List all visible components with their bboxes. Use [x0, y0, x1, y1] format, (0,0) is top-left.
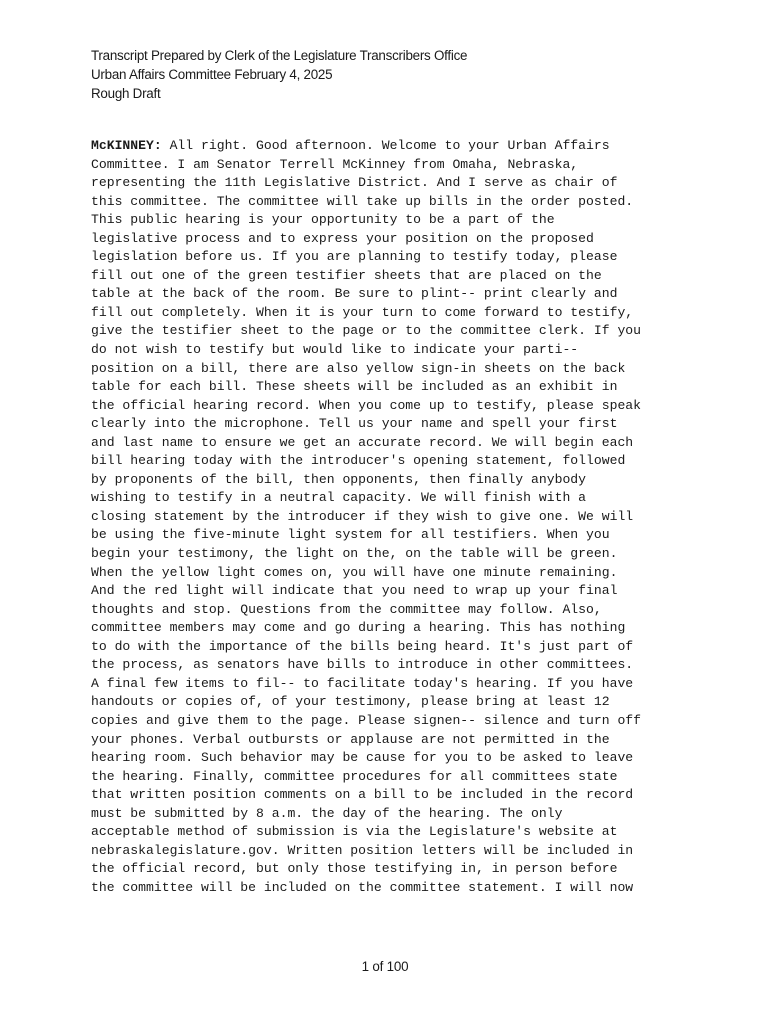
transcript-line: by proponents of the bill, then opponents, then finally anybody — [91, 471, 587, 487]
transcript-line: bill hearing today with the introducer's opening statement, followed — [91, 453, 626, 469]
transcript-line: thoughts and stop. Questions from the committee may follow. Also, — [91, 601, 602, 617]
transcript-line: be using the five-minute light system for all testifiers. When you — [91, 527, 610, 543]
page-number: 1 of 100 — [361, 959, 409, 974]
transcript-line: committee members may come and go during a hearing. This has nothing — [91, 620, 626, 636]
transcript-line: wishing to testify in a neutral capacity. We will finish with a — [91, 490, 587, 506]
transcript-line: acceptable method of submission is via the Legislature's website at — [91, 824, 618, 840]
transcript-line: give the testifier sheet to the page or to the committee clerk. If you — [91, 323, 642, 339]
page-header — [91, 46, 467, 103]
transcript-line: to do with the importance of the bills being heard. It's just part of — [91, 638, 634, 654]
transcript-line: A final few items to fil-- to facilitate today's hearing. If you have — [91, 675, 634, 691]
transcript-line: fill out one of the green testifier sheets that are placed on the — [91, 267, 602, 283]
transcript-line: hearing room. Such behavior may be cause for you to be asked to leave — [91, 750, 634, 766]
transcript-line: the official hearing record. When you come up to testify, please speak — [91, 397, 642, 413]
transcript-line: legislative process and to express your position on the proposed — [91, 230, 594, 246]
transcript-line: the official record, but only those testifying in, in person before — [91, 861, 618, 877]
transcript-line: your phones. Verbal outbursts or applause are not permitted in the — [91, 731, 610, 747]
transcript-line: that written position comments on a bill to be included in the record — [91, 787, 634, 803]
transcript-line: the committee will be included on the committee statement. I will now — [91, 879, 634, 895]
transcript-line: handouts or copies of, of your testimony, please bring at least 12 — [91, 694, 610, 710]
header-title: Transcript Prepared by Clerk of the Legislature Transcribers Office — [91, 48, 468, 63]
transcript-line: And the red light will indicate that you need to wrap up your final — [91, 583, 618, 599]
header-committee-date: Urban Affairs Committee February 4, 2025 — [91, 67, 333, 82]
transcript-line: table at the back of the room. Be sure to plint-- print clearly and — [91, 286, 618, 302]
transcript-line: copies and give them to the page. Please signen-- silence and turn off — [91, 712, 642, 728]
transcript-line: begin your testimony, the light on the, on the table will be green. — [91, 546, 618, 562]
speaker-name: McKINNEY: — [91, 138, 162, 153]
transcript-line: fill out completely. When it is your turn to come forward to testify, — [91, 304, 634, 320]
transcript-line — [91, 137, 691, 156]
transcript-line: the hearing. Finally, committee procedures for all committees state — [91, 768, 618, 784]
transcript-line: must be submitted by 8 a.m. the day of the hearing. The only — [91, 805, 563, 821]
transcript-line: nebraskalegislature.gov. Written position letters will be included in — [91, 842, 634, 858]
transcript-line: this committee. The committee will take up bills in the order posted. — [91, 193, 634, 209]
transcript-body — [91, 137, 691, 897]
transcript-line: do not wish to testify but would like to indicate your parti-- — [91, 342, 579, 358]
transcript-line: table for each bill. These sheets will be included as an exhibit in — [91, 379, 618, 395]
transcript-line: Committee. I am Senator Terrell McKinney from Omaha, Nebraska, — [91, 156, 579, 172]
speaker-first-line: All right. Good afternoon. Welcome to your Urban Affairs — [161, 138, 610, 153]
transcript-line: When the yellow light comes on, you will have one minute remaining. — [91, 564, 618, 580]
transcript-line: and last name to ensure we get an accurate record. We will begin each — [91, 434, 634, 450]
transcript-line: This public hearing is your opportunity to be a part of the — [91, 212, 555, 228]
header-draft-status: Rough Draft — [91, 86, 161, 101]
transcript-line: legislation before us. If you are planning to testify today, please — [91, 249, 618, 265]
transcript-line: representing the 11th Legislative District. And I serve as chair of — [91, 175, 618, 191]
transcript-line: closing statement by the introducer if they wish to give one. We will — [91, 508, 634, 524]
transcript-line: the process, as senators have bills to introduce in other committees. — [91, 657, 634, 673]
transcript-line: position on a bill, there are also yellow sign-in sheets on the back — [91, 360, 626, 376]
transcript-line: clearly into the microphone. Tell us your name and spell your first — [91, 416, 618, 432]
